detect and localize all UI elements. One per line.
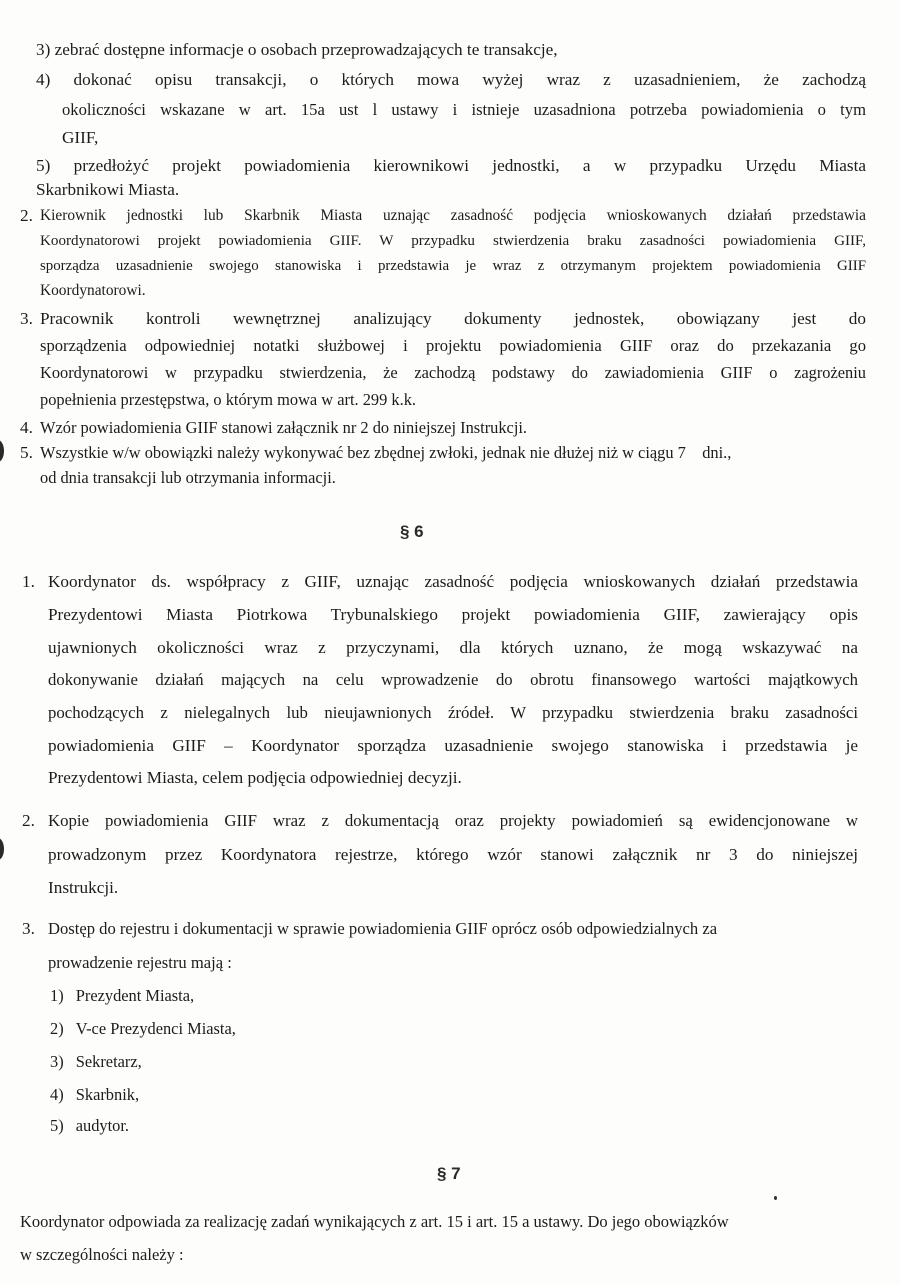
item-text: pochodzących z nielegalnych lub nieujawnionych źródeł. W przypadku stwierdzenia braku zasadności <box>48 703 858 722</box>
punch-hole-mark <box>0 440 4 462</box>
punch-hole-mark <box>0 838 4 860</box>
scan-speck <box>774 1196 777 1200</box>
list-number: 4) <box>50 1085 64 1104</box>
item-text: ujawnionych okoliczności wraz z przyczynami, dla których uznano, że mogą wskazywać na <box>48 638 858 657</box>
list-text: audytor. <box>75 1116 130 1135</box>
subitem-text: dokonać opisu transakcji, o których mowa wyżej wraz z uzasadnieniem, że zachodzą <box>73 70 866 89</box>
item-text: popełnienia przestępstwa, o którym mowa w art. 299 k.k. <box>40 390 416 409</box>
item-text: Wszystkie w/w obowiązki należy wykonywać bez zbędnej zwłoki, jednak nie dłużej niż w ciągu 7 dni., <box>40 443 732 462</box>
access-list-item <box>50 1116 129 1136</box>
list-number: 3) <box>50 1052 64 1071</box>
item-text: sporządzenia odpowiedniej notatki służbowej i projektu powiadomienia GIIF oraz do przekazania go <box>40 336 866 355</box>
paragraph-text: Koordynator odpowiada za realizację zadań wynikających z art. 15 i art. 15 a ustawy. Do jego obowiązków <box>20 1212 729 1231</box>
item-number: 3. <box>22 919 35 938</box>
item-number: 5. <box>20 443 33 462</box>
subitem-text: Skarbnikowi Miasta. <box>36 180 180 199</box>
item-text: Koordynator ds. współpracy z GIIF, uznając zasadność podjęcia wnioskowanych działań przedstawia <box>48 572 858 591</box>
item-number: 4. <box>20 418 33 437</box>
list-text: Skarbnik, <box>75 1085 140 1104</box>
item-text: od dnia transakcji lub otrzymania informacji. <box>40 468 336 487</box>
subitem-text: GIIF, <box>62 128 99 147</box>
list-number: 5) <box>50 1116 64 1135</box>
item-text: Wzór powiadomienia GIIF stanowi załącznik nr 2 do niniejszej Instrukcji. <box>40 418 528 437</box>
list-number: 2) <box>50 1019 64 1038</box>
subitem-text: przedłożyć projekt powiadomienia kierownikowi jednostki, a w przypadku Urzędu Miasta <box>73 156 867 175</box>
subitem-number: 5) <box>36 156 51 175</box>
item-text: prowadzenie rejestru mają : <box>48 953 232 972</box>
item-text: Dostęp do rejestru i dokumentacji w sprawie powiadomienia GIIF oprócz osób odpowiedzialnych za <box>48 919 718 938</box>
paragraph-text: w szczególności należy : <box>20 1245 184 1264</box>
subitem-5-line1 <box>36 156 866 176</box>
item-text: Prezydentowi Miasta, celem podjęcia odpowiedniej decyzji. <box>48 768 462 787</box>
list-text: Prezydent Miasta, <box>75 986 195 1005</box>
subitem-number: 3) <box>36 40 51 59</box>
item-text: dokonywanie działań mających na celu wprowadzenie do obrotu finansowego wartości majątkowych <box>48 670 858 689</box>
list-text: V-ce Prezydenci Miasta, <box>75 1019 236 1038</box>
subitem-3 <box>36 40 558 60</box>
item-text: Kopie powiadomienia GIIF wraz z dokumentacją oraz projekty powiadomień są ewidencjonowane w <box>48 811 858 830</box>
subitem-4-line1 <box>36 70 866 90</box>
access-list-item <box>50 1019 236 1039</box>
subitem-text: okoliczności wskazane w art. 15a ust l ustawy i istnieje uzasadniona potrzeba powiadomienia o tym <box>62 100 866 119</box>
item-text: Koordynatorowi w przypadku stwierdzenia, że zachodzą podstawy do zawiadomienia GIIF o zagrożeniu <box>40 363 866 382</box>
item-text: powiadomienia GIIF – Koordynator sporządza uzasadnienie swojego stanowiska i przedstawia je <box>48 736 858 755</box>
item-number: 2. <box>20 206 33 225</box>
item-text: Kierownik jednostki lub Skarbnik Miasta uznając zasadność podjęcia wnioskowanych działań przedstawia <box>40 207 866 224</box>
item-text: Pracownik kontroli wewnętrznej analizujący dokumenty jednostek, obowiązany jest do <box>40 309 866 328</box>
item-text: Koordynatorowi. <box>40 282 146 299</box>
access-list-item <box>50 1052 142 1072</box>
section-heading: § 7 <box>437 1164 461 1183</box>
access-list-item <box>50 1085 139 1105</box>
list-text: Sekretarz, <box>75 1052 142 1071</box>
section-heading: § 6 <box>400 522 424 541</box>
item-number: 2. <box>22 811 35 830</box>
list-number: 1) <box>50 986 64 1005</box>
item-text: prowadzonym przez Koordynatora rejestrze, którego wzór stanowi załącznik nr 3 do niniejszej <box>48 845 858 864</box>
item-number: 3. <box>20 309 33 328</box>
subitem-text: zebrać dostępne informacje o osobach przeprowadzających te transakcje, <box>54 40 558 59</box>
item-text: Koordynatorowi projekt powiadomienia GIIF. W przypadku stwierdzenia braku zasadności powiadomienia GIIF, <box>40 233 866 249</box>
item-number: 1. <box>22 572 35 591</box>
item-text: Instrukcji. <box>48 878 119 897</box>
item-text: sporządza uzasadnienie swojego stanowiska i przedstawia je wraz z otrzymanym projektem powiadomienia GIIF <box>40 258 866 274</box>
access-list-item <box>50 986 194 1006</box>
item-text: Prezydentowi Miasta Piotrkowa Trybunalskiego projekt powiadomienia GIIF, zawierający opis <box>48 605 858 624</box>
subitem-number: 4) <box>36 70 51 89</box>
